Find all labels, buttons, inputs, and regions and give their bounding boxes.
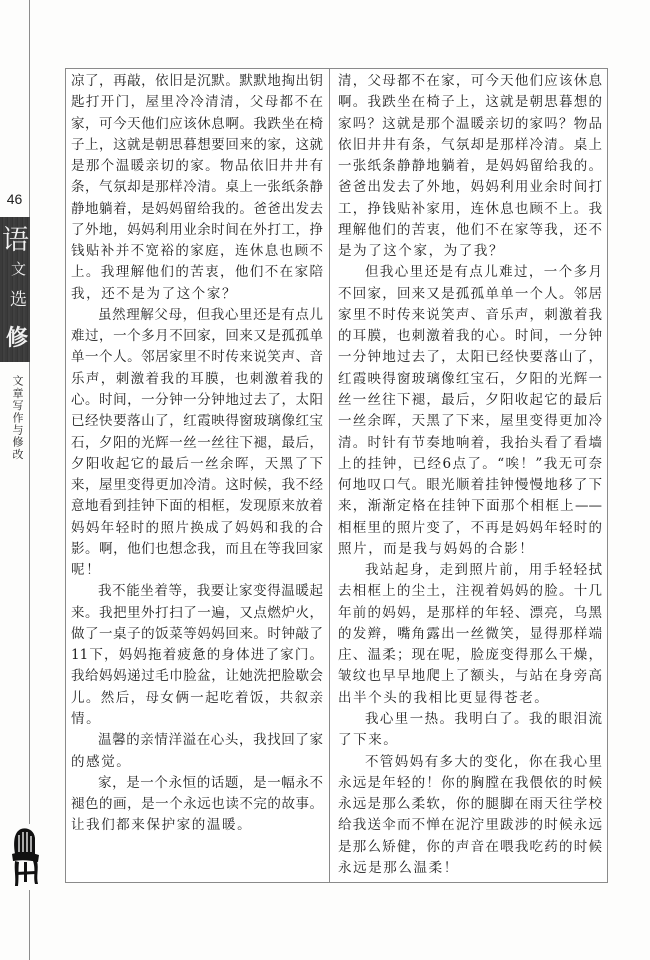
- text-line: 褪色的画，是一个永远也读不完的故事。: [71, 796, 323, 813]
- text-line: 爸爸出发去了外地，妈妈利用业余时间打: [338, 179, 602, 196]
- text-line: 静地躺着，是妈妈留给我的。爸爸出发去: [71, 200, 323, 217]
- text-line: 上的挂钟，已经6点了。“唉！”我无可奈: [338, 455, 602, 472]
- text-line: 钱贴补并不宽裕的家庭，连休息也顾不: [71, 243, 323, 260]
- text-frame: [65, 68, 608, 883]
- text-line: 是那么矫健，你的声音在喂我吃药的时候: [338, 838, 602, 855]
- subject-char: 选: [10, 290, 27, 310]
- text-line: 虽然理解父母，但我心里还是有点儿: [98, 306, 323, 323]
- text-line: 呢！: [71, 562, 102, 579]
- text-line: 年前的妈妈，是那样的年轻、漂亮，乌黑: [338, 604, 602, 621]
- text-line: 是为了这个家，为了我？: [338, 243, 505, 260]
- text-line: 单一个人。邻居家里不时传来说笑声、音: [71, 349, 323, 366]
- text-line: 匙打开门，屋里冷冷清清，父母都不在: [71, 94, 323, 111]
- text-line: 出半个头的我相比更显得苍老。: [338, 689, 550, 706]
- text-line: 条，气氛却是那样冷清。桌上一张纸条静: [71, 179, 323, 196]
- section-subtitle: 文章写作与修改: [8, 375, 26, 460]
- text-line: 的耳膜，也刺激着我的心。时间，一分钟: [338, 328, 602, 345]
- text-line: 家里不时传来说笑声、音乐声，刺激着我: [338, 306, 602, 323]
- text-line: 庄、温柔；现在呢，脸庞变得那么干燥，: [338, 647, 602, 664]
- text-line: 温馨的亲情洋溢在心头，我找回了家: [98, 732, 323, 749]
- text-line: 但我心里还是有点儿难过，一个多月: [365, 264, 602, 281]
- text-line: 理解他们的苦衷，他们不在家等我，还不: [338, 221, 602, 238]
- text-line: 家，是一个永恒的话题，是一幅永不: [98, 774, 323, 791]
- text-line: 依旧井井有条，气氛却是那样冷清。桌上: [338, 136, 602, 153]
- text-line: 何地叹口气。眼光顺着挂钟慢慢地移了下: [338, 477, 602, 494]
- text-line: 妈妈年轻时的照片换成了妈妈和我的合: [71, 519, 323, 536]
- text-line: 了外地，妈妈利用业余时间在外打工，挣: [71, 221, 323, 238]
- text-line: 家吗？这就是那个温暖亲切的家吗？物品: [338, 115, 602, 132]
- text-line: 清，父母都不在家，可今天他们应该休息: [338, 73, 602, 89]
- text-line: 我站起身，走到照片前，用手轻轻拭: [365, 562, 602, 579]
- subject-char: 修: [6, 325, 29, 351]
- text-line: 一分钟地过去了，太阳已经快要落山了，: [338, 349, 602, 366]
- text-line: 我，还不是为了这个家？: [71, 285, 238, 302]
- text-line: 子上，这就是朝思暮想要回来的家，这就: [71, 136, 323, 153]
- text-line: 的发辫，嘴角露出一丝微笑，显得那样端: [338, 625, 602, 642]
- text-line: 了下来。: [338, 732, 399, 749]
- subject-char: 文: [11, 260, 27, 278]
- text-line: 做了一桌子的饭菜等妈妈回来。时钟敲了: [71, 625, 323, 642]
- text-line: 工，挣钱贴补家用，连休息也顾不上。我: [338, 200, 602, 217]
- text-line: 夕阳收起它的最后一丝余晖，天黑了下: [71, 455, 323, 472]
- text-line: 影。啊，他们也想念我，而且在等我回家: [71, 540, 323, 557]
- text-line: 去相框上的尘土，注视着妈妈的脸。十几: [338, 583, 602, 600]
- text-line: 一张纸条静静地躺着，是妈妈留给我的。: [338, 158, 602, 175]
- text-line: 石，夕阳的光辉一丝一丝往下褪，最后，: [71, 434, 323, 451]
- text-line: 来，屋里变得更加冷清。这时候，我不经: [71, 477, 323, 494]
- text-line: 上。我理解他们的苦衷，他们不在家陪: [71, 264, 323, 281]
- sidebar-rule: [29, 0, 30, 960]
- text-line: 意地看到挂钟下面的相框，发现原来放着: [71, 498, 323, 515]
- text-line: 来。我把里外打扫了一遍，又点燃炉火，: [71, 604, 323, 621]
- text-line: 乐声，刺激着我的耳膜，也刺激着我的: [71, 370, 323, 387]
- text-line: 给我送伞而不惮在泥泞里跋涉的时候永远: [338, 817, 602, 834]
- text-line: 永远是那么温柔！: [338, 859, 459, 876]
- text-line: 已经快要落山了，红霞映得窗玻璃像红宝: [71, 413, 323, 430]
- text-line: 我心里一热。我明白了。我的眼泪流: [365, 710, 602, 727]
- text-line: 我不能坐着等，我要让家变得温暖起: [98, 583, 323, 600]
- text-line: 一丝余晖，天黑了下来，屋里变得更加冷: [338, 413, 602, 430]
- text-line: 永远是年轻的！你的胸膛在我偎依的时候: [338, 774, 602, 791]
- text-line: 11下，妈妈拖着疲惫的身体进了家门。: [71, 647, 323, 664]
- text-line: 永远是那么柔软，你的腿脚在雨天往学校: [338, 796, 602, 813]
- text-line: 的感觉。: [71, 753, 132, 770]
- text-line: 情。: [71, 710, 102, 727]
- text-line: 相框里的照片变了，不再是妈妈年轻时的: [338, 519, 602, 536]
- text-line: 让我们都来保护家的温暖。: [71, 817, 253, 834]
- right-column: [338, 71, 602, 879]
- page-number: 46: [0, 191, 29, 207]
- text-line: 不管妈妈有多大的变化，你在我心里: [365, 753, 602, 770]
- text-line: 清。时针有节奏地响着，我抬头看了看墙: [338, 434, 602, 451]
- text-line: 不回家，回来又是孤孤单单一个人。邻居: [338, 285, 602, 302]
- chair-icon: [9, 824, 41, 890]
- text-line: 皱纹也早早地爬上了额头，与站在身旁高: [338, 668, 602, 685]
- text-line: 来，渐渐定格在挂钟下面那个相框上——: [338, 498, 602, 515]
- subject-char: 语: [2, 225, 29, 256]
- text-line: 我给妈妈递过毛巾脸盆，让她洗把脸歇会: [71, 668, 323, 685]
- text-line: 丝一丝往下褪，最后，夕阳收起它的最后: [338, 391, 602, 408]
- text-line: 家，可今天他们应该休息啊。我跌坐在椅: [71, 115, 323, 132]
- text-line: 凉了，再敲，依旧是沉默。默默地掏出钥: [71, 73, 323, 89]
- text-line: 儿。然后，母女俩一起吃着饭，共叙亲: [71, 689, 323, 706]
- subject-band: [0, 217, 30, 362]
- column-divider: [329, 69, 330, 882]
- text-line: 照片，而是我与妈妈的合影！: [338, 540, 535, 557]
- text-line: 是那个温暖亲切的家。物品依旧井井有: [71, 158, 323, 175]
- text-line: 红霞映得窗玻璃像红宝石，夕阳的光辉一: [338, 370, 602, 387]
- text-line: 心。时间，一分钟一分钟地过去了，太阳: [71, 391, 323, 408]
- left-column: [71, 71, 323, 837]
- text-line: 难过，一个多月不回家，回来又是孤孤单: [71, 328, 323, 345]
- text-line: 啊。我跌坐在椅子上，这就是朝思暮想的: [338, 94, 602, 111]
